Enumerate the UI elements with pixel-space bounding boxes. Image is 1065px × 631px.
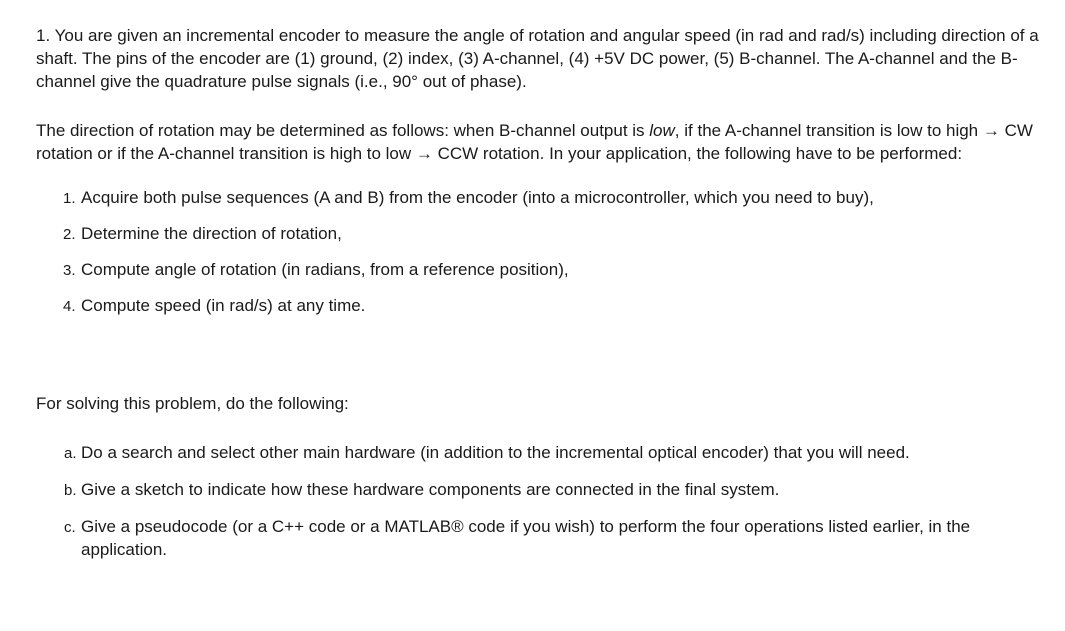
list-item xyxy=(36,186,1056,209)
list-item-text: Compute speed (in rad/s) at any time. xyxy=(81,296,366,315)
solving-intro: For solving this problem, do the following: xyxy=(36,394,349,413)
list-marker: 3. xyxy=(63,262,76,279)
direction-text-start: The direction of rotation may be determined as follows: when B-channel output is xyxy=(36,121,650,140)
list-item xyxy=(36,222,1056,245)
direction-emphasis: low xyxy=(649,121,675,140)
list-item xyxy=(36,441,1056,464)
tasks-list xyxy=(36,441,1056,561)
list-marker: 2. xyxy=(63,226,76,243)
list-item-text: Give a sketch to indicate how these hardware components are connected in the final system. xyxy=(81,480,780,499)
list-marker: b. xyxy=(64,482,77,499)
direction-paragraph xyxy=(36,119,1056,165)
direction-text-end: , if the A-channel transition is low to high → CW rotation or if the A-channel transition is high to low → CCW rotation. In your application, the following have to be performed: xyxy=(36,121,1033,163)
list-item-text: Acquire both pulse sequences (A and B) from the encoder (into a microcontroller, which you need to buy), xyxy=(81,188,874,207)
list-item xyxy=(36,294,1056,317)
list-marker: a. xyxy=(64,445,77,462)
list-item-text: Determine the direction of rotation, xyxy=(81,224,342,243)
problem-statement xyxy=(36,12,1056,575)
list-marker: c. xyxy=(64,519,76,536)
list-item xyxy=(36,258,1056,281)
list-item xyxy=(36,515,1056,561)
list-marker: 1. xyxy=(63,190,76,207)
operations-list xyxy=(36,186,1056,317)
list-marker: 4. xyxy=(63,298,76,315)
list-item-text: Do a search and select other main hardware (in addition to the incremental optical encoder) that you will need. xyxy=(81,443,910,462)
list-item-text: Compute angle of rotation (in radians, from a reference position), xyxy=(81,260,569,279)
list-item xyxy=(36,478,1056,501)
list-item-text: Give a pseudocode (or a C++ code or a MATLAB® code if you wish) to perform the four operations listed earlier, in the application. xyxy=(81,517,971,559)
intro-paragraph: 1. You are given an incremental encoder to measure the angle of rotation and angular speed (in rad and rad/s) including direction of a shaft. The pins of the encoder are (1) ground, (2) index, (3) A-channel, (4) +5V DC power, (5) B-channel. The A-channel and the B-channel give the quadrature pulse signals (i.e., 90° out of phase). xyxy=(36,26,1039,91)
